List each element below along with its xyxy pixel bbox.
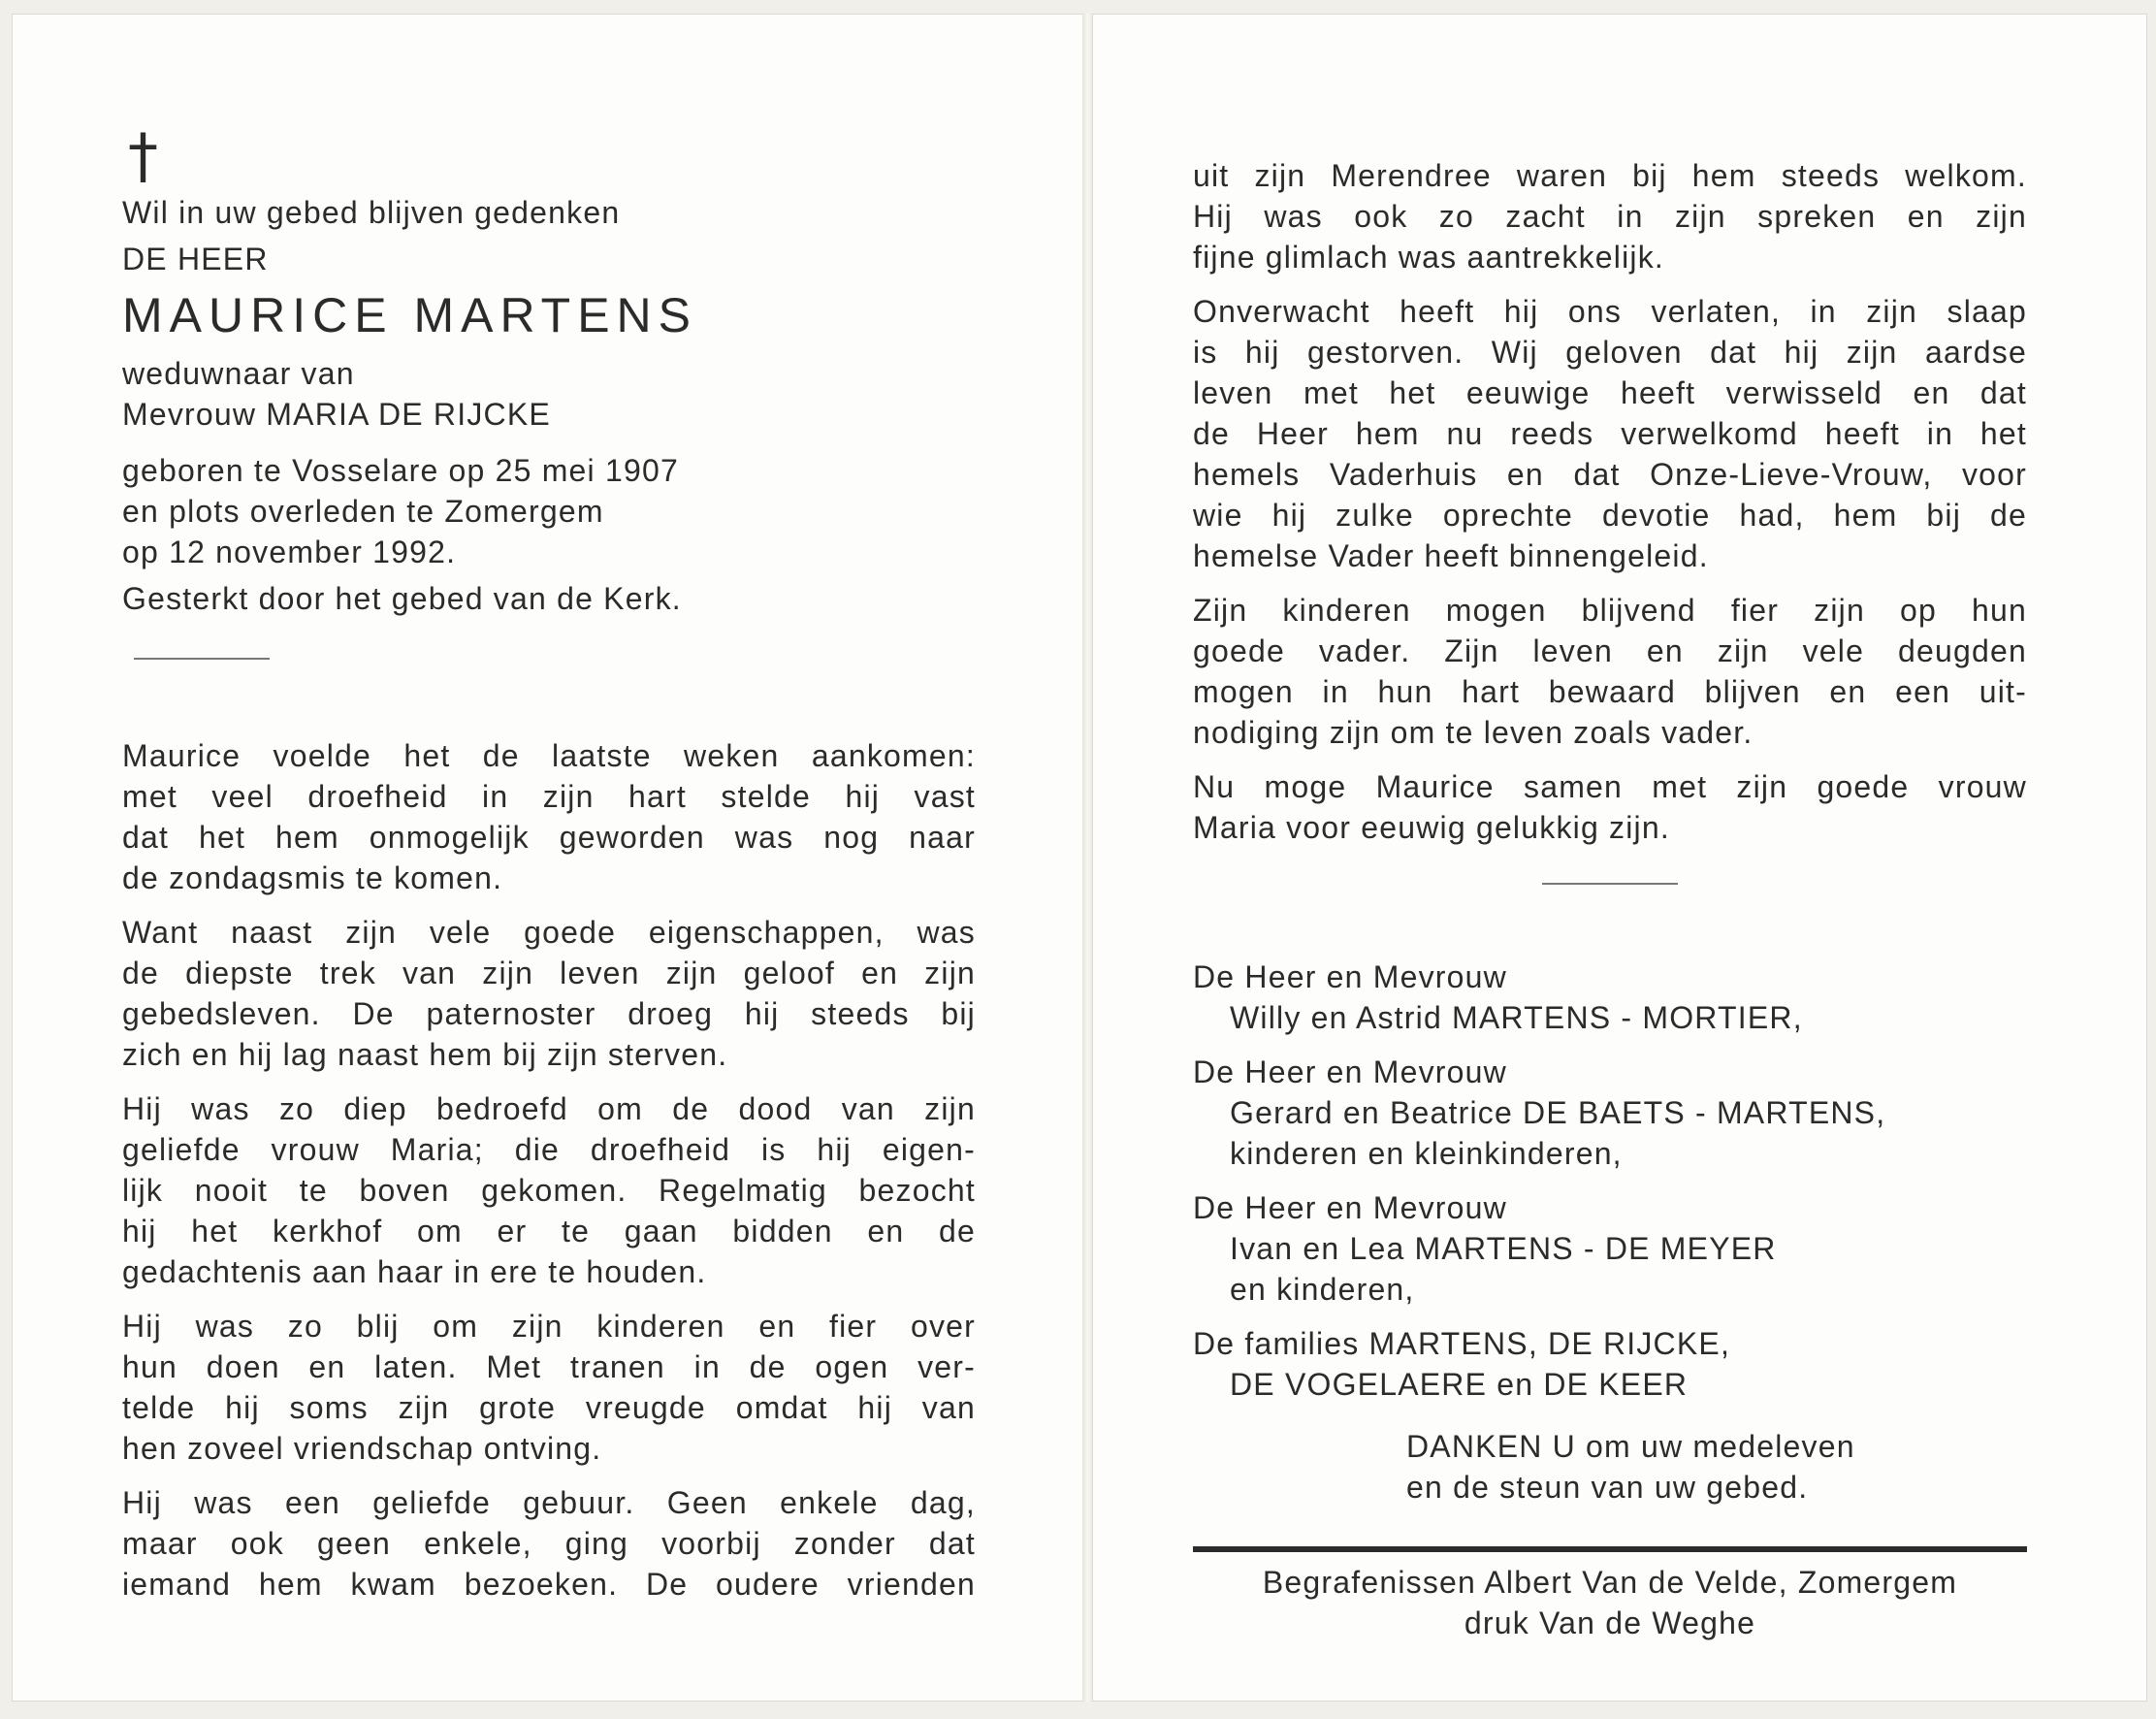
text-line: nodiging zijn om te leven zoals vader. bbox=[1193, 715, 1754, 750]
family-heading: De Heer en Mevrouw bbox=[1193, 1054, 1507, 1089]
text-line: hemelse Vader heeft binnengeleid. bbox=[1193, 538, 1709, 573]
text-line: gedachtenis aan haar in ere te houden. bbox=[122, 1254, 707, 1289]
death-line: en plots overleden te Zomergem bbox=[122, 494, 604, 529]
family-heading: De Heer en Mevrouw bbox=[1193, 1190, 1507, 1225]
widower-label: weduwnaar van bbox=[122, 356, 355, 391]
birth-death-block bbox=[122, 450, 976, 572]
text-line: Hij was een geliefde gebuur. Geen enkele dag, bbox=[122, 1485, 976, 1520]
family-heading: De families MARTENS, DE RIJCKE, bbox=[1193, 1326, 1731, 1361]
text-line: telde hij soms zijn grote vreugde omdat hij van bbox=[122, 1390, 976, 1425]
divider bbox=[1542, 883, 1678, 885]
cross-icon: † bbox=[128, 120, 158, 191]
deceased-name: MAURICE MARTENS bbox=[122, 288, 698, 342]
paragraph bbox=[1193, 291, 2027, 576]
text-line: Hij was ook zo zacht in zijn spreken en zijn bbox=[1193, 199, 2027, 234]
family-names: en kinderen, bbox=[1230, 1272, 1415, 1307]
text-line: maar ook geen enkele, ging voorbij zonder dat bbox=[122, 1526, 976, 1561]
text-line: hun doen en laten. Met tranen in de ogen ver- bbox=[122, 1349, 976, 1384]
family-names: Ivan en Lea MARTENS - DE MEYER bbox=[1230, 1231, 1777, 1266]
divider bbox=[134, 658, 270, 660]
text-line: Zijn kinderen mogen blijvend fier zijn op hun bbox=[1193, 593, 2027, 628]
family-names: Gerard en Beatrice DE BAETS - MARTENS, bbox=[1230, 1095, 1886, 1130]
text-line: leven met het eeuwige heeft verwisseld en dat bbox=[1193, 375, 2027, 410]
family-names: Willy en Astrid MARTENS - MORTIER, bbox=[1230, 1000, 1803, 1035]
printer-credits bbox=[1193, 1562, 2027, 1643]
family-group bbox=[1193, 1187, 2027, 1310]
text-line: Hij was zo blij om zijn kinderen en fier over bbox=[122, 1309, 976, 1344]
birth-line: geboren te Vosselare op 25 mei 1907 bbox=[122, 453, 679, 488]
text-line: Maurice voelde het de laatste weken aankomen: bbox=[122, 738, 976, 773]
continuation-text bbox=[1193, 155, 2027, 848]
paragraph bbox=[122, 1306, 976, 1469]
family-names: DE VOGELAERE en DE KEER bbox=[1230, 1367, 1689, 1402]
text-line: de Heer hem nu reeds verwelkomd heeft in het bbox=[1193, 416, 2027, 451]
family-group bbox=[1193, 957, 2027, 1038]
family-group bbox=[1193, 1052, 2027, 1174]
text-line: mogen in hun hart bewaard blijven en een uit- bbox=[1193, 674, 2027, 709]
thanks-line: DANKEN U om uw medeleven bbox=[1406, 1429, 1855, 1464]
text-line: de diepste trek van zijn leven zijn geloof en zijn bbox=[122, 956, 976, 990]
text-line: Nu moge Maurice samen met zijn goede vrouw bbox=[1193, 769, 2027, 804]
intro-text: Wil in uw gebed blijven gedenken bbox=[122, 195, 621, 230]
text-line: goede vader. Zijn leven en zijn vele deugden bbox=[1193, 633, 2027, 668]
text-line: hen zoveel vriendschap ontving. bbox=[122, 1431, 602, 1466]
text-line: Maria voor eeuwig gelukkig zijn. bbox=[1193, 810, 1670, 845]
paragraph bbox=[122, 1088, 976, 1292]
footer-rule bbox=[1193, 1546, 2027, 1552]
printer: druk Van de Weghe bbox=[1464, 1605, 1756, 1640]
honorific: DE HEER bbox=[122, 242, 269, 276]
text-line: lijk nooit te boven gekomen. Regelmatig bezocht bbox=[122, 1173, 976, 1208]
biography bbox=[122, 735, 976, 1605]
text-line: iemand hem kwam bezoeken. De oudere vrienden bbox=[122, 1567, 976, 1602]
text-line: zich en hij lag naast hem bij zijn sterven. bbox=[122, 1037, 728, 1072]
family-heading: De Heer en Mevrouw bbox=[1193, 959, 1507, 994]
text-line: geliefde vrouw Maria; die droefheid is hij eigen- bbox=[122, 1132, 976, 1167]
death-date-line: op 12 november 1992. bbox=[122, 535, 457, 569]
paragraph bbox=[1193, 590, 2027, 753]
text-line: hemels Vaderhuis en dat Onze-Lieve-Vrouw, voor bbox=[1193, 457, 2027, 492]
text-line: gebedsleven. De paternoster droeg hij steeds bij bbox=[122, 996, 976, 1031]
right-page-content bbox=[1193, 155, 2027, 1643]
text-line: wie hij zulke oprechte devotie had, hem bij de bbox=[1193, 498, 2027, 533]
paragraph bbox=[122, 735, 976, 898]
paragraph bbox=[122, 1482, 976, 1605]
text-line: hij het kerkhof om er te gaan bidden en de bbox=[122, 1214, 976, 1249]
family-list bbox=[1193, 957, 2027, 1405]
thanks-line: en de steun van uw gebed. bbox=[1406, 1470, 1809, 1505]
text-line: is hij gestorven. Wij geloven dat hij zijn aardse bbox=[1193, 335, 2027, 370]
sacrament-line: Gesterkt door het gebed van de Kerk. bbox=[122, 581, 682, 616]
text-line: Hij was zo diep bedroefd om de dood van zijn bbox=[122, 1091, 976, 1126]
text-line: fijne glimlach was aantrekkelijk. bbox=[1193, 240, 1665, 275]
family-group bbox=[1193, 1323, 2027, 1405]
text-line: Want naast zijn vele goede eigenschappen, was bbox=[122, 915, 976, 950]
text-line: dat het hem onmogelijk geworden was nog naar bbox=[122, 820, 976, 855]
paragraph bbox=[122, 912, 976, 1075]
funeral-home: Begrafenissen Albert Van de Velde, Zomergem bbox=[1262, 1565, 1958, 1600]
left-page-content bbox=[122, 120, 976, 1605]
text-line: de zondagsmis te komen. bbox=[122, 860, 503, 895]
paragraph bbox=[1193, 155, 2027, 277]
thanks-block bbox=[1193, 1426, 2027, 1508]
paragraph bbox=[1193, 766, 2027, 848]
text-line: met veel droefheid in zijn hart stelde hij vast bbox=[122, 779, 976, 814]
text-line: uit zijn Merendree waren bij hem steeds welkom. bbox=[1193, 158, 2027, 193]
text-line: Onverwacht heeft hij ons verlaten, in zijn slaap bbox=[1193, 294, 2027, 329]
family-names: kinderen en kleinkinderen, bbox=[1230, 1136, 1623, 1171]
spouse-name: Mevrouw MARIA DE RIJCKE bbox=[122, 397, 551, 432]
